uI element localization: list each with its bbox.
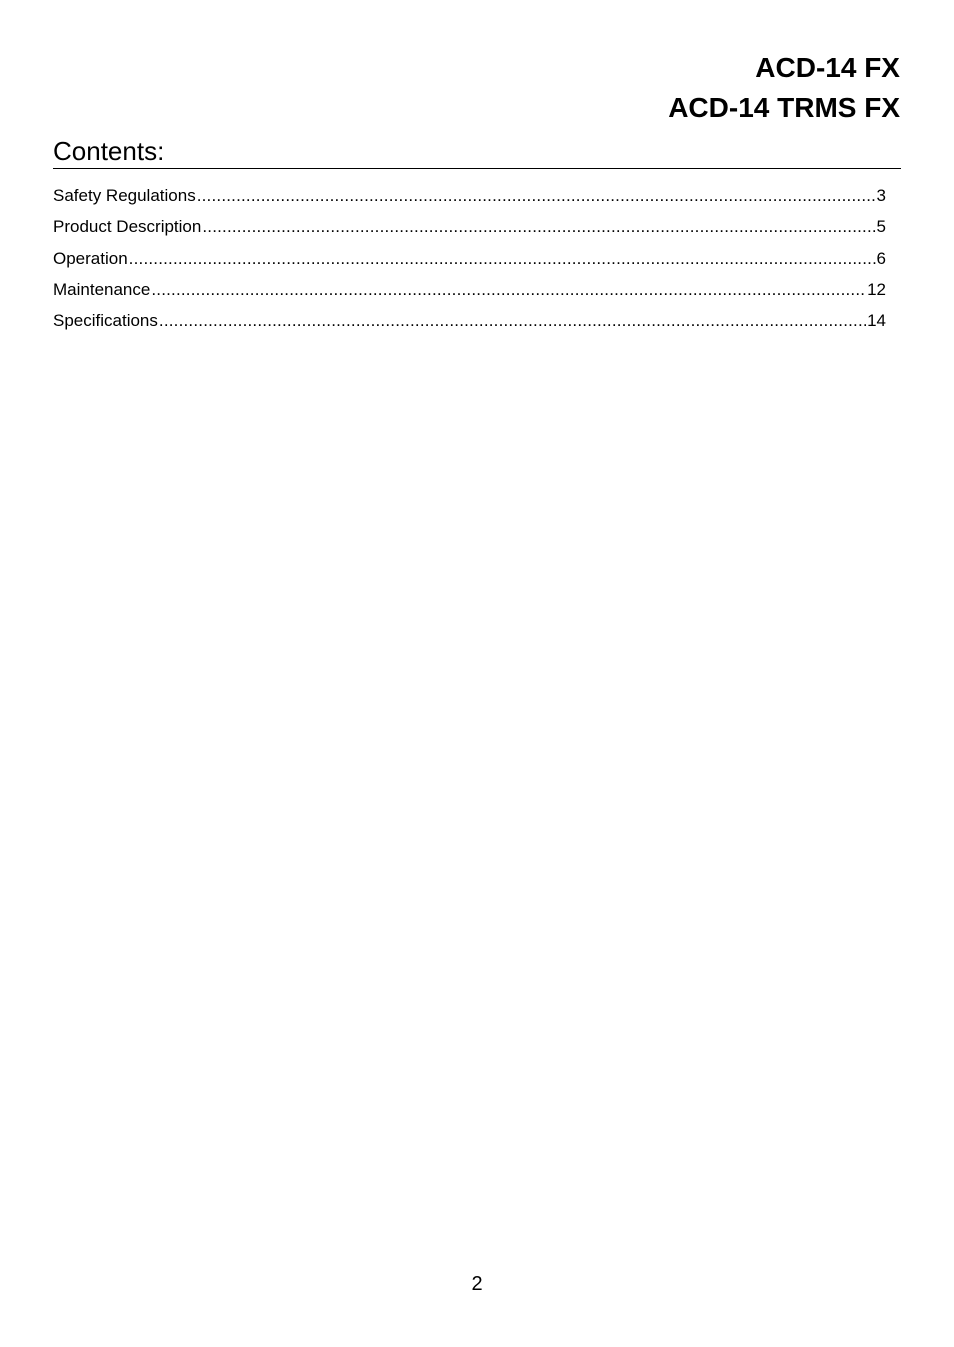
toc-entry-safety-regulations[interactable]	[53, 180, 886, 211]
toc-dot-leader	[129, 243, 876, 274]
toc-entry-page: 12	[867, 279, 886, 299]
toc-dot-leader	[151, 274, 866, 305]
toc-entry-title: Maintenance	[53, 279, 151, 299]
toc-dot-leader	[202, 211, 875, 242]
toc-entry-page: 5	[876, 217, 886, 237]
toc-entry-page: 14	[867, 311, 886, 330]
table-of-contents	[53, 180, 886, 336]
toc-entry-title: Product Description	[53, 217, 202, 237]
page-number: 2	[471, 1273, 483, 1295]
contents-heading: Contents:	[53, 136, 165, 166]
toc-dot-leader	[197, 180, 876, 211]
toc-entry-specifications[interactable]	[53, 305, 886, 336]
model-name-primary: ACD-14 FX	[755, 52, 900, 83]
toc-entry-maintenance[interactable]	[53, 274, 886, 305]
model-header	[668, 48, 900, 128]
toc-dot-leader	[159, 305, 866, 336]
toc-entry-page: 6	[876, 248, 886, 268]
toc-entry-operation[interactable]	[53, 243, 886, 274]
toc-entry-product-description[interactable]	[53, 211, 886, 242]
heading-divider	[53, 168, 901, 169]
model-name-secondary: ACD-14 TRMS FX	[668, 92, 900, 123]
toc-entry-title: Specifications	[53, 311, 158, 330]
toc-entry-page: 3	[876, 186, 886, 205]
toc-entry-title: Safety Regulations	[53, 186, 196, 205]
toc-entry-title: Operation	[53, 248, 128, 268]
